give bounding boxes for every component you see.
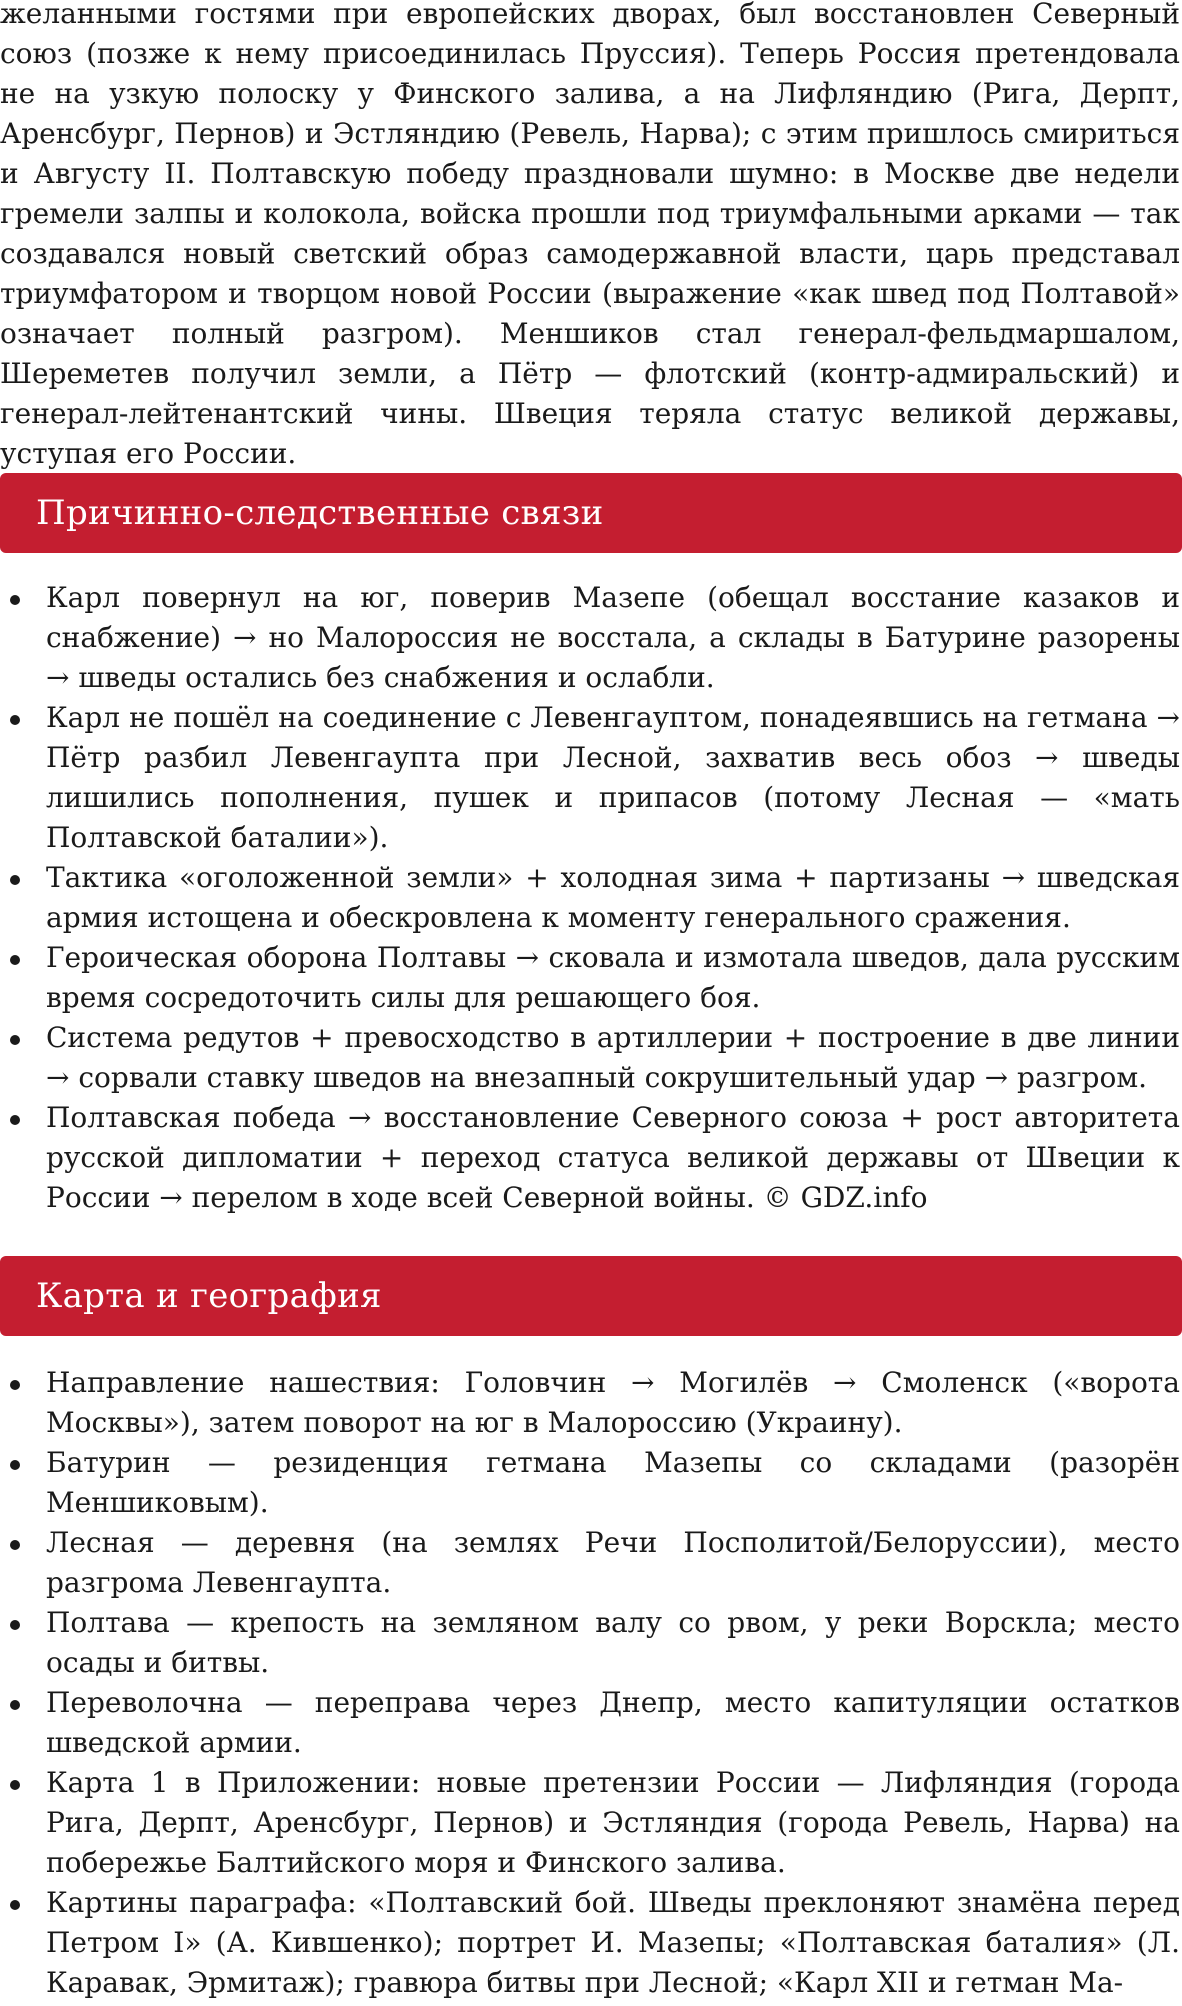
section-header-map (0, 1256, 1182, 1336)
bullet-icon (10, 955, 20, 965)
bullet-icon (10, 1620, 20, 1630)
bullet-icon (10, 1780, 20, 1790)
bullet-icon (10, 1115, 20, 1125)
bullet-icon (10, 1460, 20, 1470)
list-item-text: Тактика «оголоженной земли» + холодная зима + партизаны → шведская армия истощена и обескровлена к моменту генерального сражения. (46, 861, 1180, 934)
bullet-icon (10, 1900, 20, 1910)
list-item-text: Батурин — резиденция гетмана Мазепы со складами (разорён Меншиковым). (46, 1446, 1180, 1519)
list-item (0, 698, 1180, 858)
list-item-text: Система редутов + превосходство в артиллерии + построение в две линии → сорвали ставку шведов на внезапный сокрушительный удар → разгром. (46, 1021, 1180, 1094)
causes-list (0, 578, 1180, 1218)
bullet-icon (10, 1700, 20, 1710)
map-list (0, 1363, 1180, 2003)
bullet-icon (10, 1540, 20, 1550)
bullet-icon (10, 1035, 20, 1045)
list-item (0, 1763, 1180, 1883)
list-item-text: Полтавская победа → восстановление Северного союза + рост авторитета русской дипломатии + переход статуса великой державы от Швеции к России → перелом в ходе всей Северной войны. © GDZ.info (46, 1101, 1180, 1214)
list-item (0, 1018, 1180, 1098)
bullet-icon (10, 595, 20, 605)
list-item (0, 1098, 1180, 1218)
bullet-icon (10, 1380, 20, 1390)
list-item (0, 938, 1180, 1018)
section-title-map: Карта и география (36, 1276, 382, 1316)
section-title-causes: Причинно-следственные связи (36, 493, 604, 533)
list-item (0, 1523, 1180, 1603)
list-item-text: Лесная — деревня (на землях Речи Посполитой/Белоруссии), место разгрома Левенгаупта. (46, 1526, 1180, 1599)
list-item-text: Героическая оборона Полтавы → сковала и измотала шведов, дала русским время сосредоточить силы для решающего боя. (46, 941, 1180, 1014)
bullet-icon (10, 875, 20, 885)
list-item-text: Картины параграфа: «Полтавский бой. Шведы преклоняют знамёна перед Петром I» (А. Кившенко); портрет И. Мазепы; «Полтавская баталия» (Л. Каравак, Эрмитаж); гравюра битвы при Лесной; «Карл XII и гетман Ма- (46, 1886, 1180, 1999)
list-item-text: Переволочна — переправа через Днепр, место капитуляции остатков шведской армии. (46, 1686, 1180, 1759)
list-item (0, 858, 1180, 938)
list-item-text: Направление нашествия: Головчин → Могилёв → Смоленск («ворота Москвы»), затем поворот на юг в Малороссию (Украину). (46, 1366, 1180, 1439)
list-item (0, 1883, 1180, 2003)
list-item (0, 578, 1180, 698)
list-item (0, 1603, 1180, 1683)
list-item (0, 1363, 1180, 1443)
intro-paragraph: желанными гостями при европейских дворах, был восстановлен Северный союз (позже к нему присоединилась Пруссия). Теперь Россия претендовала не на узкую полоску у Финского залива, а на Лифляндию (Рига, Дерпт, Аренсбург, Пернов) и Эстляндию (Ревель, Нарва); с этим пришлось смириться и Августу II. Полтавскую победу праздновали шумно: в Москве две недели гремели залпы и колокола, войска прошли под триумфальными арками — так создавался новый светский образ самодержавной власти, царь представал триумфатором и творцом новой России (выражение «как швед под Полтавой» означает полный разгром). Меншиков стал генерал-фельдмаршалом, Шереметев получил земли, а Пётр — флотский (контр-адмиральский) и генерал-лейтенантский чины. Швеция теряла статус великой державы, уступая его России. (0, 0, 1180, 470)
list-item (0, 1443, 1180, 1523)
section-header-causes (0, 473, 1182, 553)
list-item-text: Карл повернул на юг, поверив Мазепе (обещал восстание казаков и снабжение) → но Малороссия не восстала, а склады в Батурине разорены → шведы остались без снабжения и ослабли. (46, 581, 1180, 694)
list-item (0, 1683, 1180, 1763)
list-item-text: Карта 1 в Приложении: новые претензии России — Лифляндия (города Рига, Дерпт, Аренсбург, Пернов) и Эстляндия (города Ревель, Нарва) на побережье Балтийского моря и Финского залива. (46, 1766, 1180, 1879)
bullet-icon (10, 715, 20, 725)
list-item-text: Полтава — крепость на земляном валу со рвом, у реки Ворскла; место осады и битвы. (46, 1606, 1180, 1679)
list-item-text: Карл не пошёл на соединение с Левенгауптом, понадеявшись на гетмана → Пётр разбил Левенгаупта при Лесной, захватив весь обоз → шведы лишились пополнения, пушек и припасов (потому Лесная — «мать Полтавской баталии»). (46, 701, 1180, 854)
